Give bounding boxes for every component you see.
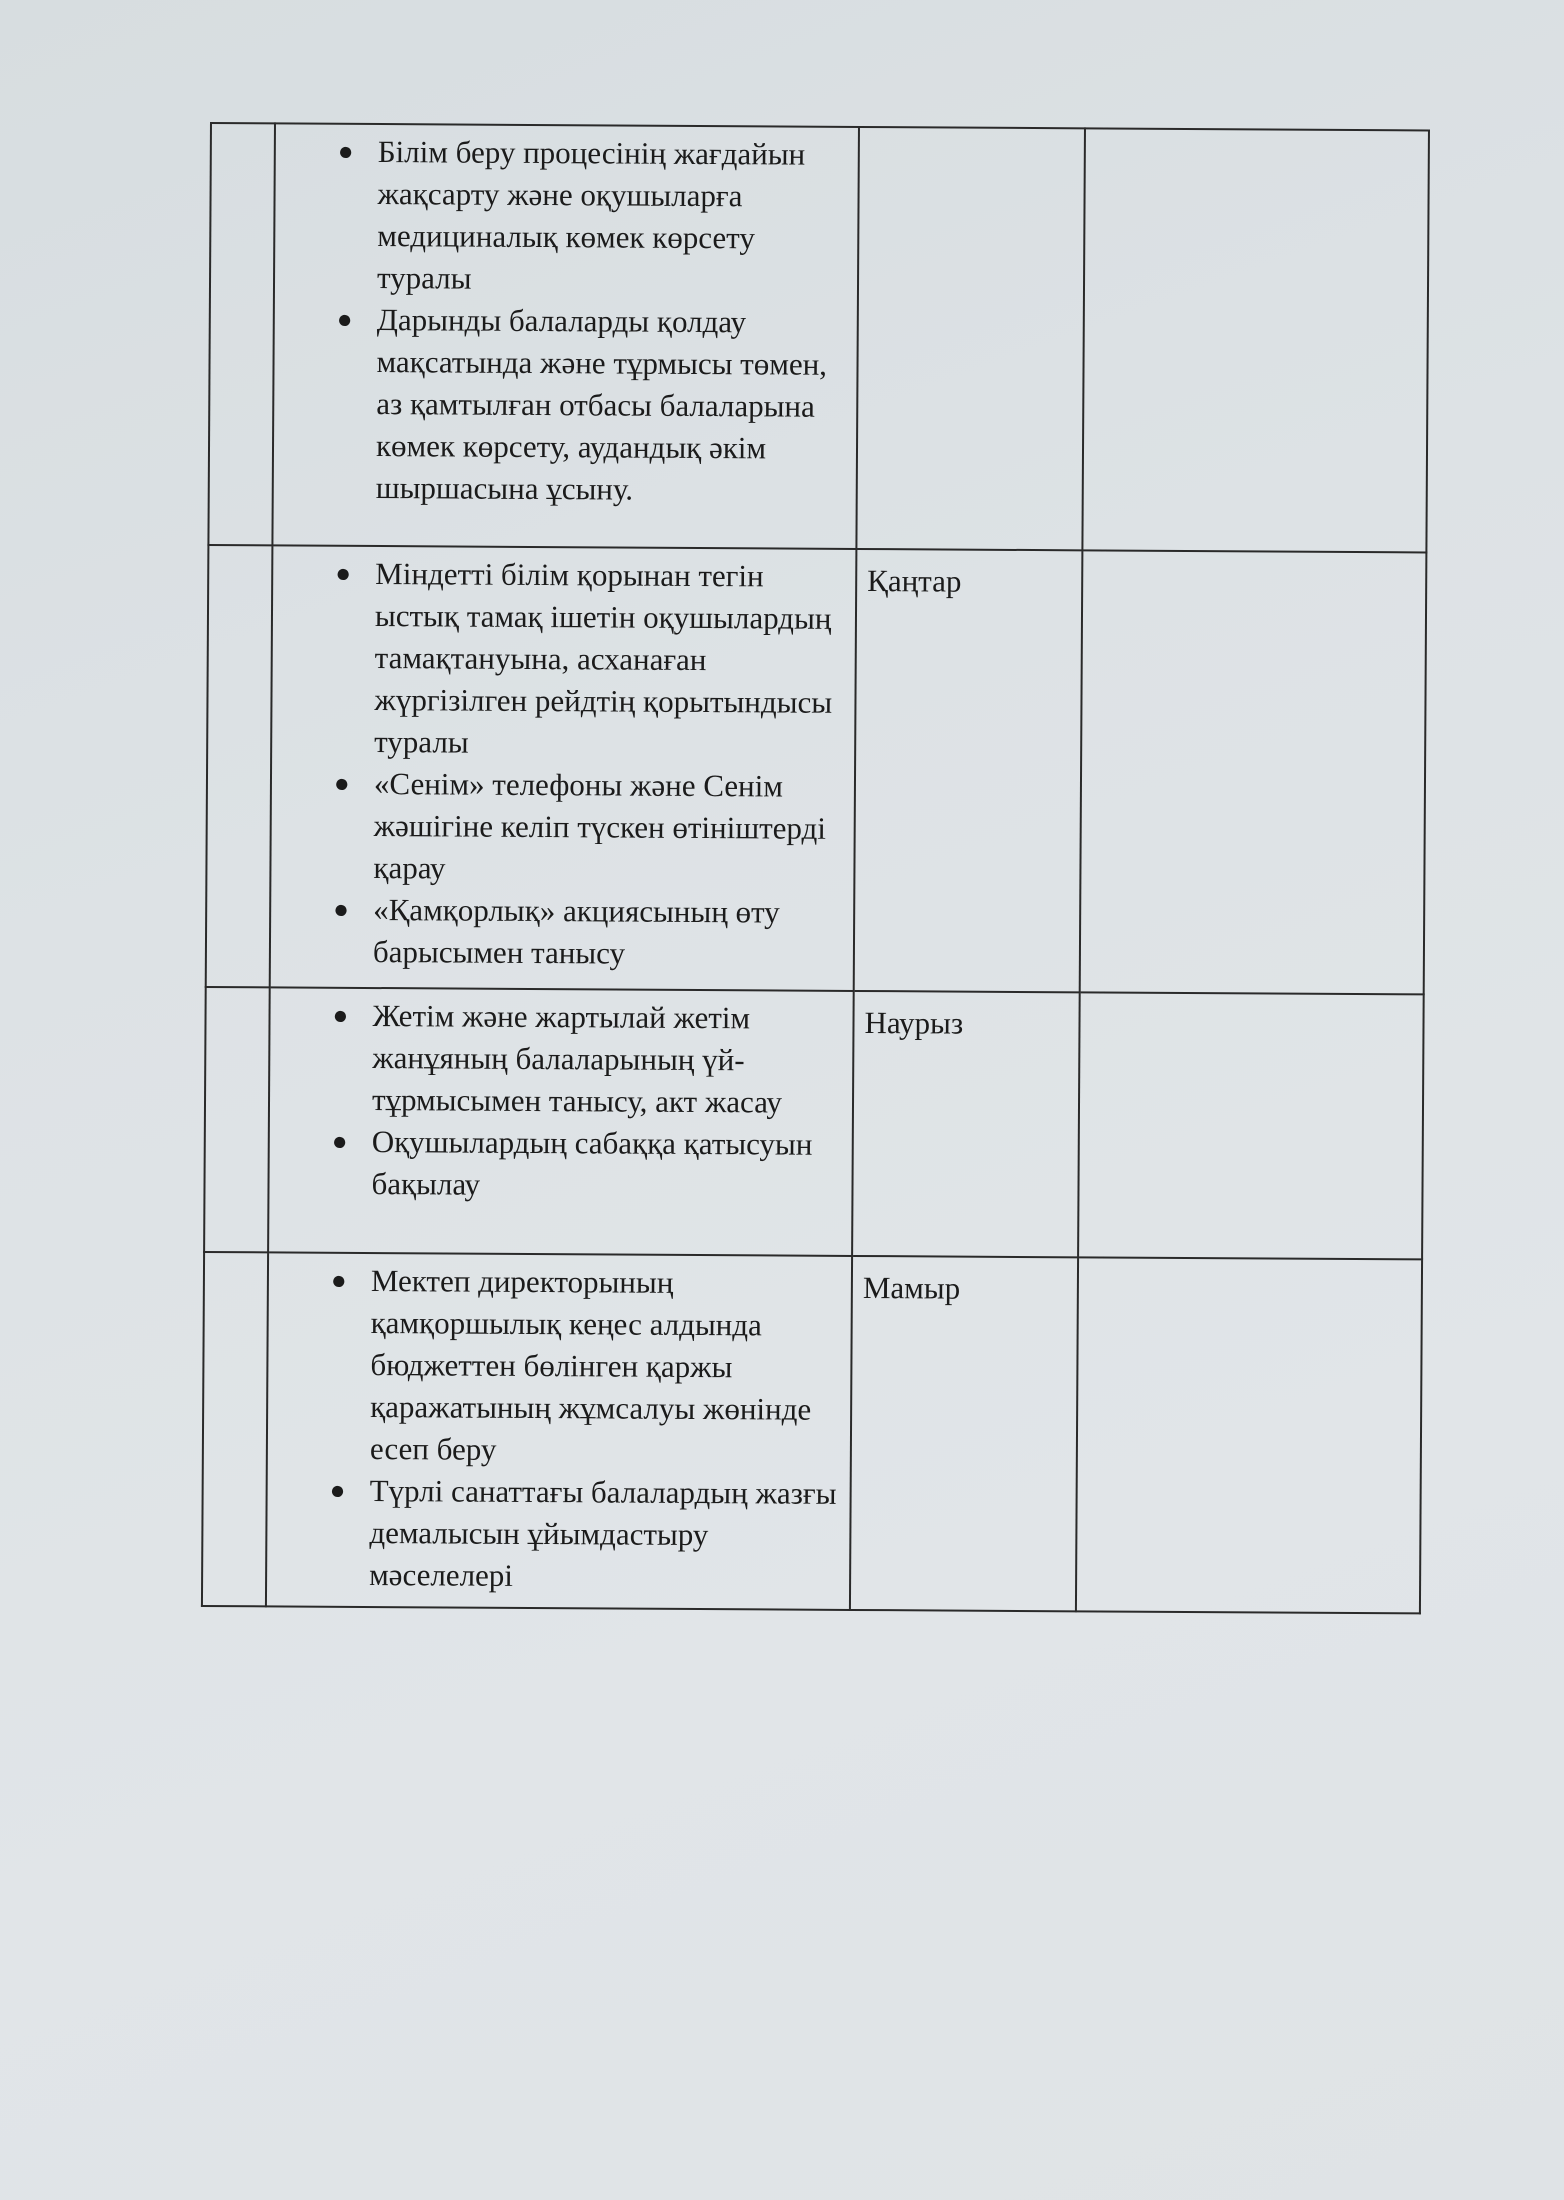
- bullet-dot-icon: ●: [335, 558, 352, 588]
- activity-cell: [270, 545, 857, 991]
- table-row: [208, 123, 1429, 552]
- table-row: [204, 987, 1424, 1259]
- activity-text: «Сенім» телефоны және Сенім жәшігіне келіп түскен өтініштерді қарау: [373, 766, 827, 886]
- activity-list: [271, 546, 856, 976]
- responsible-cell: [1080, 550, 1427, 994]
- list-item: [337, 131, 848, 302]
- list-item: [331, 1121, 842, 1208]
- list-item: [336, 299, 847, 512]
- activity-text: Оқушылардың сабаққа қатысуын бақылау: [371, 1124, 813, 1202]
- bullet-dot-icon: ●: [333, 894, 350, 924]
- responsible-cell: [1078, 992, 1424, 1259]
- activity-cell: [272, 123, 859, 549]
- date-cell: Қаңтар: [854, 549, 1083, 992]
- activity-text: Білім беру процесінің жағдайын жақсарту және оқушыларға медициналық көмек көрсету туралы: [376, 134, 806, 296]
- date-cell: Мамыр: [850, 1256, 1078, 1611]
- list-item: [333, 763, 844, 892]
- bullet-dot-icon: ●: [329, 1475, 346, 1505]
- date-cell: [856, 127, 1085, 550]
- activity-list: [267, 1253, 851, 1599]
- bullet-dot-icon: ●: [331, 1126, 348, 1156]
- number-cell: [208, 123, 275, 545]
- activity-text: «Қамқорлық» акциясының өту барысымен танысу: [372, 892, 780, 971]
- bullet-dot-icon: ●: [336, 304, 353, 334]
- activity-cell: [266, 1252, 852, 1610]
- number-cell: [204, 987, 270, 1252]
- list-item: [332, 995, 843, 1124]
- activity-list: [269, 988, 852, 1208]
- activity-text: Түрлі санаттағы балалардың жазғы демалысын ұйымдастыру мәселелері: [369, 1473, 837, 1593]
- responsible-cell: [1082, 128, 1429, 552]
- bullet-dot-icon: ●: [337, 136, 354, 166]
- number-cell: [202, 1252, 268, 1606]
- activity-text: Дарынды балаларды қолдау мақсатында және тұрмысы төмен, аз қамтылған отбасы балаларына көмек көрсету, аудандық әкім шыршасына ұсыну.: [375, 302, 828, 507]
- list-item: [333, 889, 844, 976]
- activity-list: [274, 124, 858, 512]
- table-row: [206, 545, 1427, 994]
- list-item: [330, 1260, 841, 1473]
- bullet-dot-icon: ●: [332, 1000, 349, 1030]
- activity-text: Міндетті білім қорынан тегін ыстық тамақ ішетін оқушылардың тамақтануына, асханаған жүргізілген рейдтің қорытындысы туралы: [374, 556, 833, 760]
- responsible-cell: [1076, 1257, 1422, 1613]
- bullet-dot-icon: ●: [330, 1265, 347, 1295]
- number-cell: [206, 545, 273, 987]
- date-cell: Наурыз: [852, 991, 1080, 1257]
- activity-text: Мектеп директорының қамқоршылық кеңес алдында бюджеттен бөлінген қаржы қаражатының жұмсалуы жөнінде есеп беру: [369, 1263, 812, 1467]
- list-item: [334, 553, 845, 766]
- table-row: [202, 1252, 1422, 1613]
- activity-text: Жетім және жартылай жетім жанұяның балаларының үй-тұрмысымен танысу, акт жасау: [371, 998, 783, 1120]
- plan-table: [201, 122, 1430, 1614]
- bullet-dot-icon: ●: [333, 768, 350, 798]
- list-item: [329, 1470, 840, 1599]
- activity-cell: [268, 987, 854, 1256]
